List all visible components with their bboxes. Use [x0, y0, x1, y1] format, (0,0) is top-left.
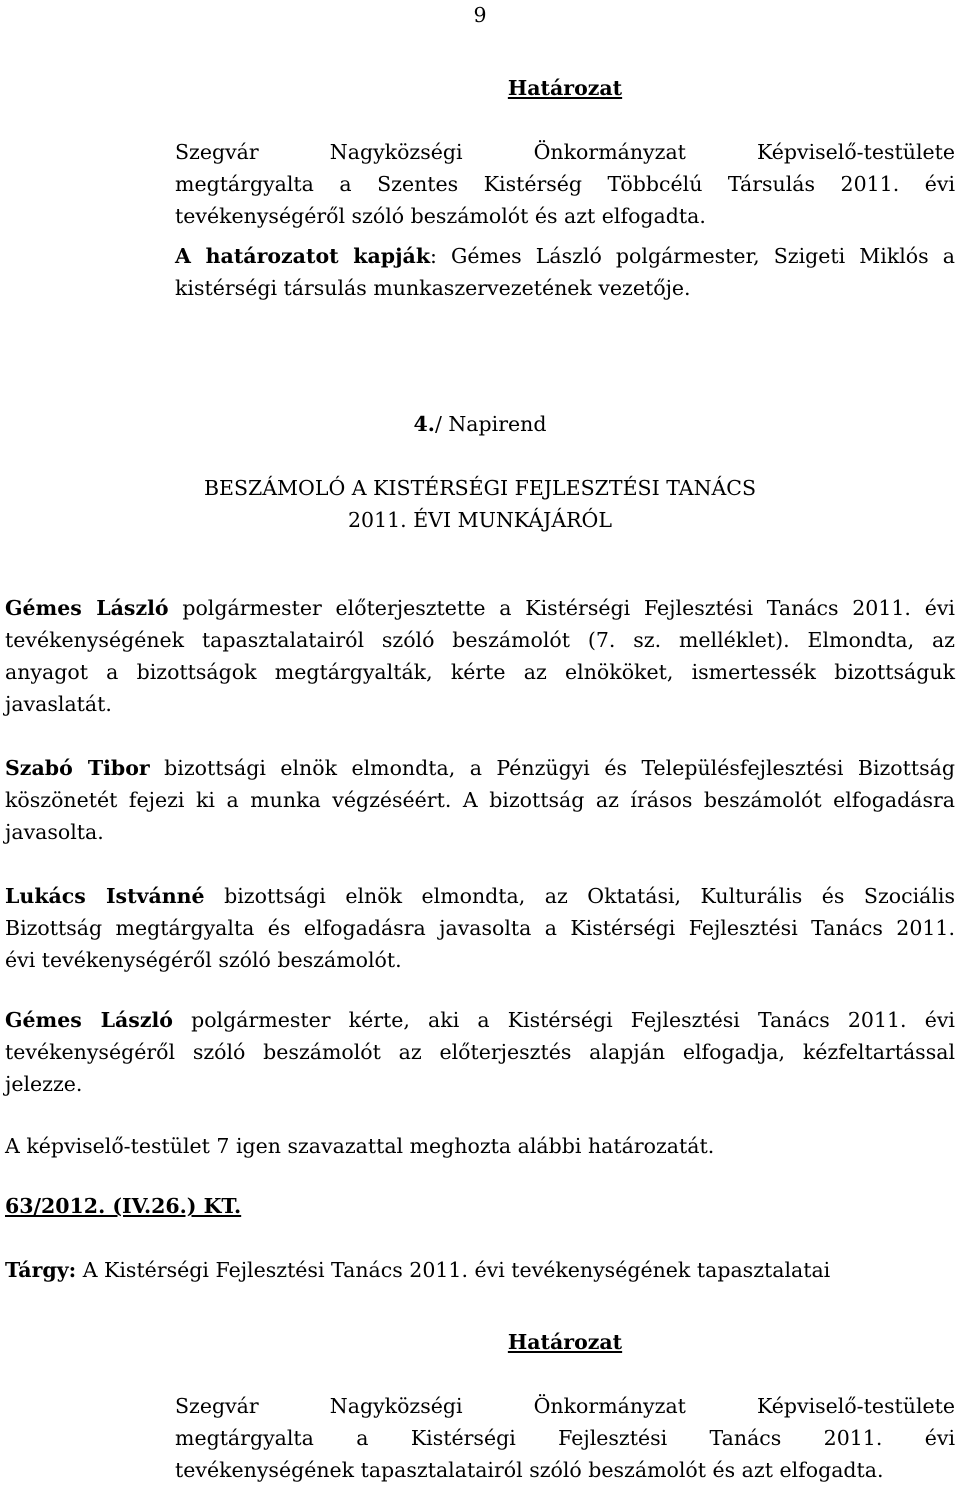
- resolution-line: Szegvár Nagyközségi Önkormányzat Képviselő-testülete: [175, 140, 955, 164]
- resolution-heading-2: [175, 1326, 955, 1358]
- paragraph-committee-education: Lukács Istvánné bizottsági elnök elmondta, az Oktatási, Kulturális és Szociális Bizottság megtárgyalta és elfogadásra javasolta a Kistérségi Fejlesztési Tanács 2011. évi tevékenységéről szóló beszámolót.: [5, 884, 955, 972]
- paragraph-mayor-request: Gémes László polgármester kérte, aki a Kistérségi Fejlesztési Tanács 2011. évi tevékenységéről szóló beszámolót az előterjesztés alapján elfogadja, kézfeltartással jelezze.: [5, 1008, 955, 1096]
- resolution-heading: [175, 72, 955, 104]
- resolution-line: tevékenységének tapasztalatairól szóló beszámolót és azt elfogadta.: [175, 1458, 884, 1482]
- resolution-line: tevékenységéről szóló beszámolót és azt elfogadta.: [175, 204, 706, 228]
- speaker-name: Szabó Tibor: [5, 756, 150, 780]
- vote-statement: A képviselő-testület 7 igen szavazattal meghozta alábbi határozatát.: [5, 1134, 715, 1158]
- subject-label: Tárgy:: [5, 1258, 77, 1282]
- recipients-text-line2: kistérségi társulás munkaszervezetének vezetője.: [175, 276, 691, 300]
- resolution-line: Szegvár Nagyközségi Önkormányzat Képviselő-testülete: [175, 1394, 955, 1418]
- resolution-subject: [5, 1254, 955, 1286]
- agenda-title-line1: BESZÁMOLÓ A KISTÉRSÉGI FEJLESZTÉSI TANÁCS: [203, 476, 757, 500]
- resolution-body-2: [175, 1390, 955, 1486]
- resolution-line: megtárgyalta a Kistérségi Fejlesztési Tanács 2011. évi: [175, 1426, 955, 1450]
- resolution-recipients: [175, 240, 955, 304]
- agenda-heading: [5, 408, 955, 440]
- page-number: 9: [473, 3, 487, 27]
- speaker-name: Gémes László: [5, 1008, 173, 1032]
- speaker-name: Lukács Istvánné: [5, 884, 205, 908]
- recipients-text: : Gémes László polgármester, Szigeti Miklós a: [430, 244, 955, 268]
- resolution-body: [175, 136, 955, 232]
- resolution-heading-text: Határozat: [507, 76, 623, 100]
- agenda-number: 4.: [413, 412, 435, 436]
- paragraph-committee-finance: Szabó Tibor bizottsági elnök elmondta, a Pénzügyi és Településfejlesztési Bizottság köszönetét fejezi ki a munka végzéséért. A bizottság az írásos beszámolót elfogadásra javasolta.: [5, 756, 955, 844]
- recipients-label: A határozatot kapják: [175, 244, 431, 268]
- agenda-title-line2: 2011. ÉVI MUNKÁJÁRÓL: [348, 508, 612, 532]
- speaker-name: Gémes László: [5, 596, 169, 620]
- resolution-line: megtárgyalta a Szentes Kistérség Többcélú Társulás 2011. évi: [175, 172, 955, 196]
- subject-text: A Kistérségi Fejlesztési Tanács 2011. évi tevékenységének tapasztalatai: [82, 1258, 831, 1282]
- agenda-title: [5, 472, 955, 536]
- paragraph-presentation: Gémes László polgármester előterjesztette a Kistérségi Fejlesztési Tanács 2011. évi tevékenységének tapasztalatairól szóló beszámolót (7. sz. melléklet). Elmondta, az anyagot a bizottságok megtárgyalták, kérte az elnököket, ismertessék bizottságuk javaslatát.: [5, 596, 955, 716]
- resolution-number: 63/2012. (IV.26.) KT.: [5, 1194, 242, 1218]
- agenda-label: / Napirend: [434, 412, 547, 436]
- resolution-heading-text: Határozat: [507, 1330, 623, 1354]
